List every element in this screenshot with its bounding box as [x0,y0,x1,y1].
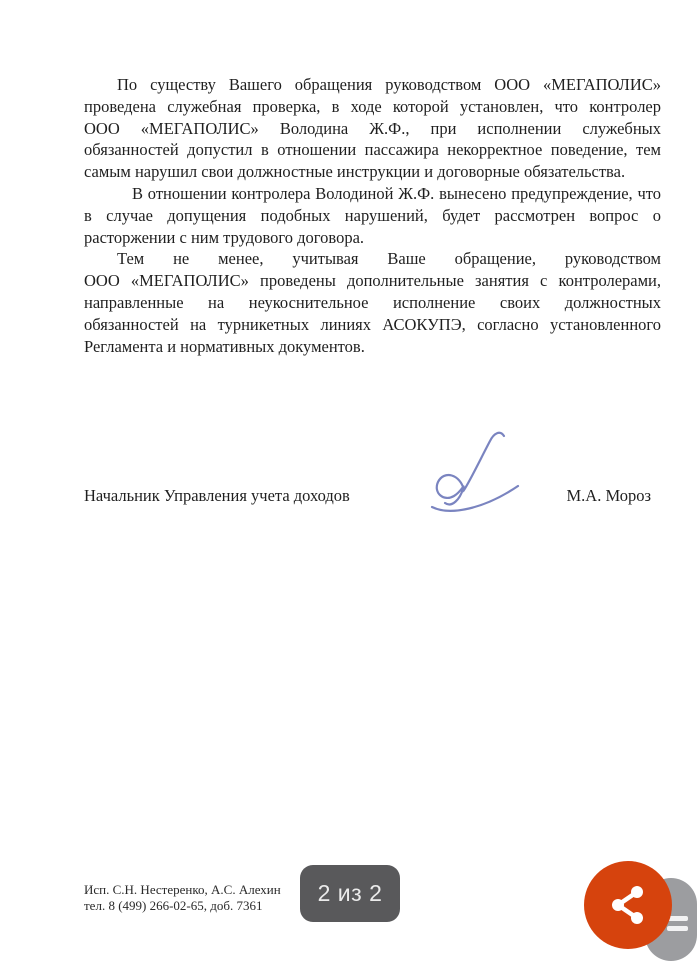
text-line: проведена служебная проверка, в ходе которой установлен, что контролер [84,96,661,116]
text-line: направленные на неукоснительное исполнение своих должностных [84,292,661,312]
share-button[interactable] [584,861,672,949]
text-line: расторжении с ним трудового договора. [84,227,365,247]
text-line: самым нарушил свои должностные инструкции и договорные обязательства. [84,162,626,182]
text-line: В отношении контролера Володиной Ж.Ф. вынесено предупреждение, что [132,183,661,203]
text-line: ООО «МЕГАПОЛИС» Володина Ж.Ф., при исполнении служебных [84,118,661,138]
text-line: обязанностей допустил в отношении пассажира некорректное поведение, тем [84,140,661,160]
share-icon [608,883,648,927]
text-line: ООО «МЕГАПОЛИС» проведены дополнительные занятия с контролерами, [84,271,661,291]
text-line: Регламента и нормативных документов. [84,336,365,356]
text-line: По существу Вашего обращения руководством ООО «МЕГАПОЛИС» [117,75,661,94]
executor-names: Исп. С.Н. Нестеренко, А.С. Алехин [84,882,281,897]
executor-phone: тел. 8 (499) 266-02-65, доб. 7361 [84,897,263,913]
page-indicator: 2 из 2 [300,865,400,922]
signature-row [84,486,651,506]
signatory-name: М.А. Мороз [566,486,651,505]
text-line: обязанностей на турникетных линиях АСОКУПЭ, согласно установленного [84,314,661,334]
executor-info [84,882,281,913]
text-line: Тем не менее, учитывая Ваше обращение, руководством [117,249,661,269]
text-line: в случае допущения подобных нарушений, будет рассмотрен вопрос о [84,205,661,225]
letter-body [84,74,661,357]
signatory-title: Начальник Управления учета доходов [84,486,350,505]
